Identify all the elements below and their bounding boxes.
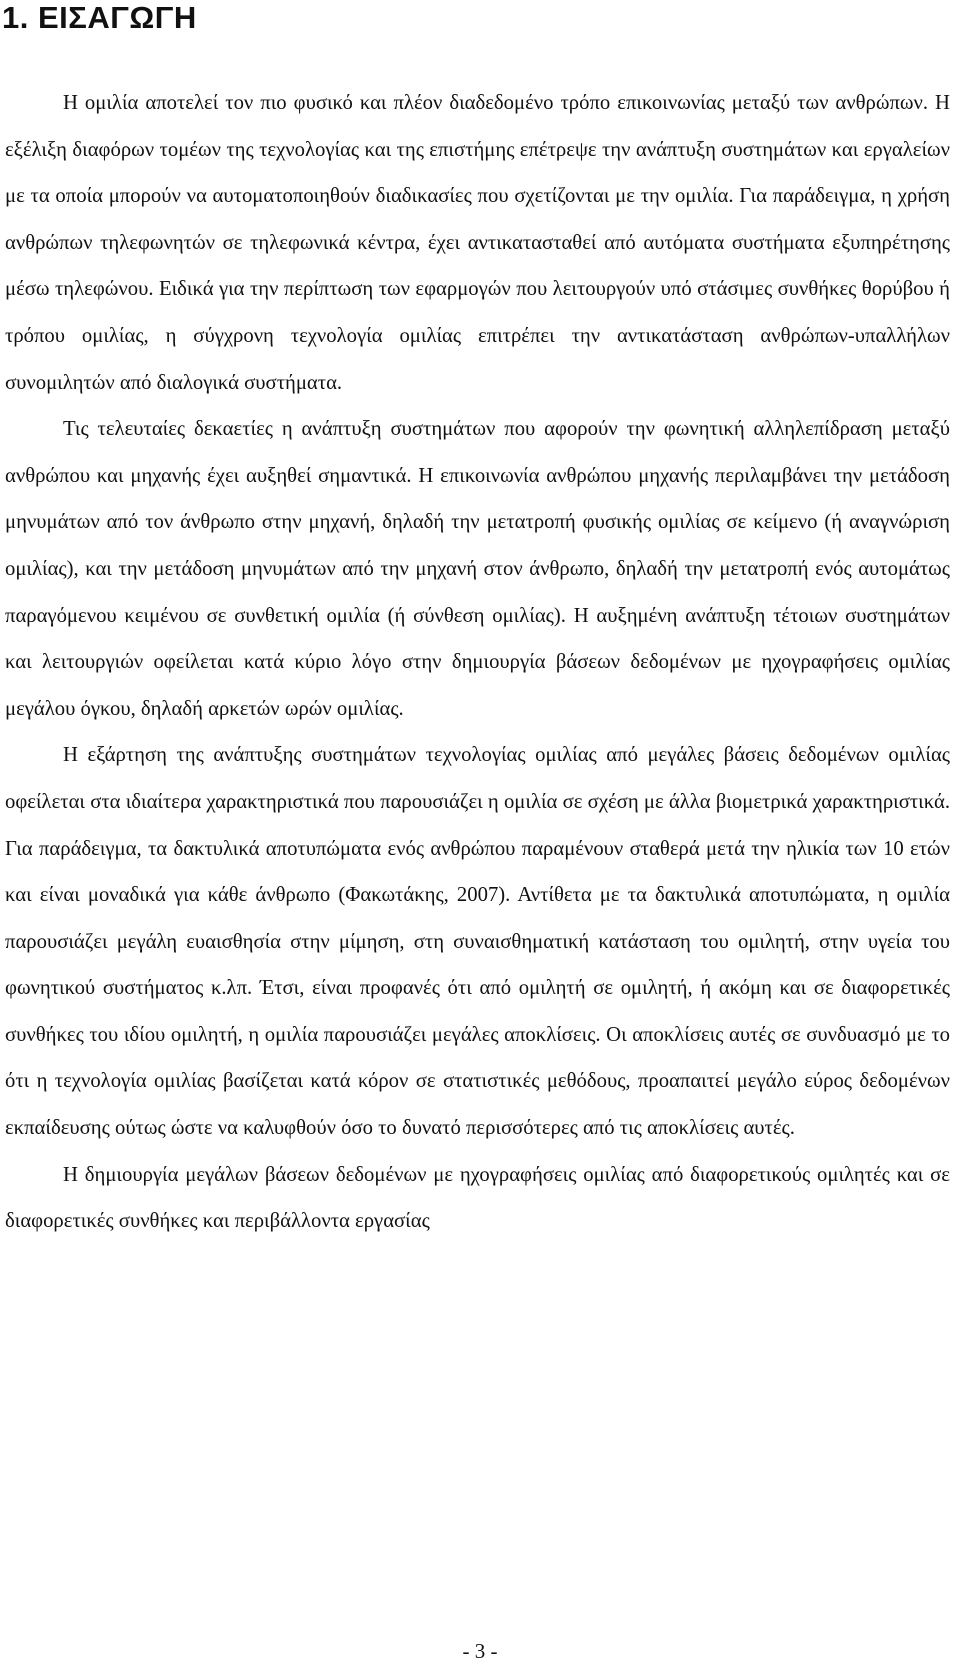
paragraph: Η ομιλία αποτελεί τον πιο φυσικό και πλέον διαδεδομένο τρόπο επικοινωνίας μεταξύ των ανθρώπων. Η εξέλιξη διαφόρων τομέων της τεχνολογίας και της επιστήμης επέτρεψε την ανάπτυξη συστημάτων και εργαλείων με τα οποία μπορούν να αυτοματοποιηθούν διαδικασίες που σχετίζονται με την ομιλία. Για παράδειγμα, η χρήση ανθρώπων τηλεφωνητών σε τηλεφωνικά κέντρα, έχει αντικατασταθεί από αυτόματα συστήματα εξυπηρέτησης μέσω τηλεφώνου. Ειδικά για την περίπτωση των εφαρμογών που λειτουργούν υπό στάσιμες συνθήκες θορύβου ή τρόπου ομιλίας, η σύγχρονη τεχνολογία ομιλίας επιτρέπει την αντικατάσταση ανθρώπων-υπαλλήλων συνομιλητών από διαλογικά συστήματα. [5,92,950,394]
paragraph: Τις τελευταίες δεκαετίες η ανάπτυξη συστημάτων που αφορούν την φωνητική αλληλεπίδραση μεταξύ ανθρώπου και μηχανής έχει αυξηθεί σημαντικά. Η επικοινωνία ανθρώπου μηχανής περιλαμβάνει την μετάδοση μηνυμάτων από τον άνθρωπο στην μηχανή, δηλαδή την μετατροπή φυσικής ομιλίας σε κείμενο (ή αναγνώριση ομιλίας), και την μετάδοση μηνυμάτων από την μηχανή στον άνθρωπο, δηλαδή την μετατροπή ενός αυτομάτως παραγόμενου κειμένου σε συνθετική ομιλία (ή σύνθεση ομιλίας). Η αυξημένη ανάπτυξη τέτοιων συστημάτων και λειτουργιών οφείλεται κατά κύριο λόγο στην δημιουργία βάσεων δεδομένων με ηχογραφήσεις ομιλίας μεγάλου όγκου, δηλαδή αρκετών ωρών ομιλίας. [5,418,950,720]
paragraph: Η εξάρτηση της ανάπτυξης συστημάτων τεχνολογίας ομιλίας από μεγάλες βάσεις δεδομένων ομιλίας οφείλεται στα ιδιαίτερα χαρακτηριστικά που παρουσιάζει η ομιλία σε σχέση με άλλα βιομετρικά χαρακτηριστικά. Για παράδειγμα, τα δακτυλικά αποτυπώματα ενός ανθρώπου παραμένουν σταθερά μετά την ηλικία των 10 ετών και είναι μοναδικά για κάθε άνθρωπο (Φακωτάκης, 2007). Αντίθετα με τα δακτυλικά αποτυπώματα, η ομιλία παρουσιάζει μεγάλη ευαισθησία στην μίμηση, στη συναισθηματική κατάσταση του ομιλητή, στην υγεία του φωνητικού συστήματος κ.λπ. Έτσι, είναι προφανές ότι από ομιλητή σε ομιλητή, ή ακόμη και σε διαφορετικές συνθήκες του ιδίου ομιλητή, η ομιλία παρουσιάζει μεγάλες αποκλίσεις. Οι αποκλίσεις αυτές σε συνδυασμό με το ότι η τεχνολογία ομιλίας βασίζεται κατά κόρον σε στατιστικές μεθόδους, προαπαιτεί μεγάλο εύρος δεδομένων εκπαίδευσης ούτως ώστε να καλυφθούν όσο το δυνατό περισσότερες από τις αποκλίσεις αυτές. [5,744,950,1140]
section-heading: 1. ΕΙΣΑΓΩΓΗ [2,0,197,35]
body-text [5,80,950,1245]
page-number: - 3 - [462,1639,498,1663]
paragraph: Η δημιουργία μεγάλων βάσεων δεδομένων με ηχογραφήσεις ομιλίας από διαφορετικούς ομιλητές και σε διαφορετικές συνθήκες και περιβάλλοντα εργασίας [5,1163,950,1233]
